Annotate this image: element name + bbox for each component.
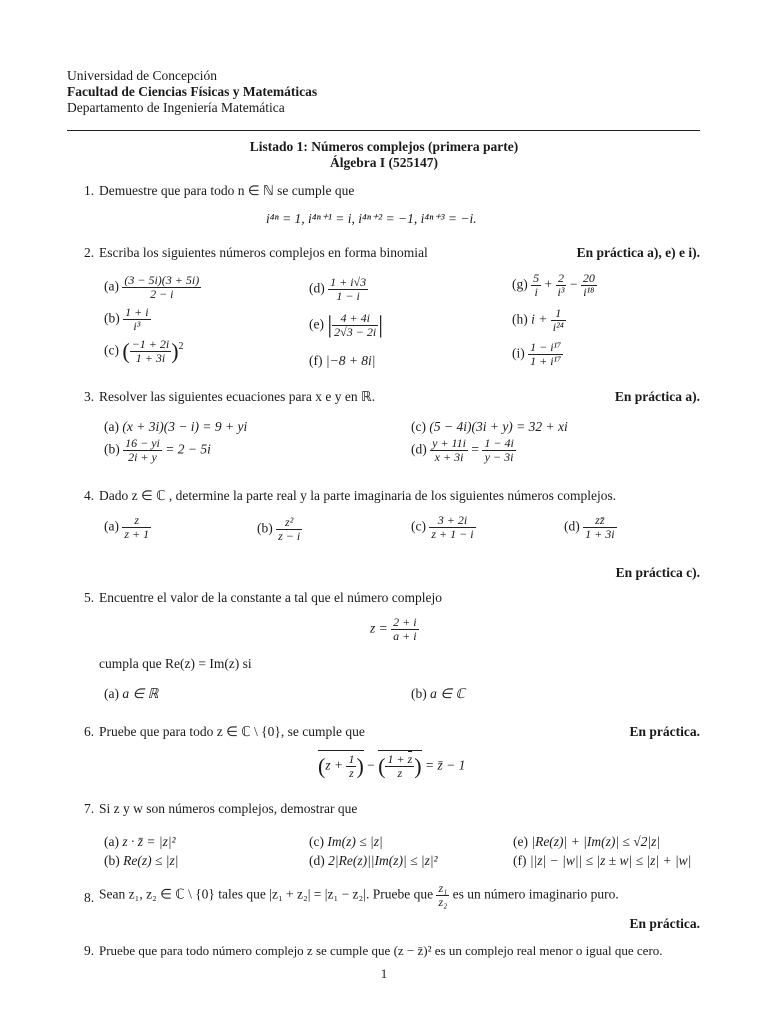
problem-2-practice: En práctica a), e) e i). — [576, 245, 700, 260]
problem-4-practice: En práctica c). — [615, 565, 700, 580]
problem-5-number: 5. — [84, 590, 95, 605]
problem-1-number: 1. — [84, 183, 95, 198]
problem-1-formula: i⁴ⁿ = 1, i⁴ⁿ⁺¹ = i, i⁴ⁿ⁺² = −1, i⁴ⁿ⁺³ = −i. — [266, 211, 477, 226]
department-name: Departamento de Ingeniería Matemática — [67, 100, 285, 115]
problem-7-text: Si z y w son números complejos, demostrar que — [99, 801, 358, 816]
problem-7a: (a) z · z̄ = |z|² — [104, 834, 176, 849]
problem-3d: (d) $\frac{y + 11i}{x + 3i}$ = $\frac{1 - 4i}{y - 3i}$ — [411, 436, 514, 464]
problem-3-text: Resolver las siguientes ecuaciones para x e y en ℝ. — [99, 389, 376, 404]
problem-2h: (h) i + $\frac{1}{\text{i²⁴}}$ — [512, 306, 564, 334]
problem-4c: (c) $\frac{3 + 2i}{z + 1 - i}$ — [411, 513, 474, 541]
problem-5a: (a) a ∈ ℝ — [104, 686, 159, 701]
problem-4d: (d) $\frac{zz̄}{1 + 3i}$ — [564, 513, 615, 541]
problem-4b: (b) $\frac{\text{z²}}{z - i}$ — [257, 515, 301, 543]
problem-2b: (b) $\frac{1 + i}{\text{i³}}$ — [104, 305, 149, 333]
institution-header — [67, 68, 317, 116]
problem-8-practice: En práctica. — [629, 916, 700, 931]
problem-1-text: Demuestre que para todo n ∈ ℕ se cumple que — [99, 183, 355, 198]
problem-7-number: 7. — [84, 801, 95, 816]
problem-6-number: 6. — [84, 724, 95, 739]
problem-6-text: Pruebe que para todo z ∈ ℂ \ {0}, se cumple que — [99, 724, 365, 739]
problem-3-practice: En práctica a). — [614, 389, 700, 404]
problem-8-number: 8. — [84, 890, 95, 905]
problem-2d: (d) $\frac{1 + i√3}{1 - i}$ — [309, 275, 367, 303]
problem-4a: (a) $\frac{z}{z + 1}$ — [104, 513, 150, 541]
problem-2f: (f) |−8 + 8i| — [309, 353, 376, 368]
problem-5-text: Encuentre el valor de la constante a tal que el número complejo — [99, 590, 442, 605]
document-title — [0, 139, 768, 171]
problem-6-practice: En práctica. — [629, 724, 700, 739]
problem-3b: (b) $\frac{16 - yi}{2i + y}$ = 2 − 5i — [104, 436, 211, 464]
title-line-2: Álgebra I (525147) — [330, 155, 438, 170]
university-name: Universidad de Concepción — [67, 68, 217, 83]
problem-5-formula: z = $\frac{2 + i}{a + i}$ — [370, 615, 417, 643]
problem-8-text-line: Sean z₁, z₂ ∈ ℂ \ {0} tales que |z₁ + z₂| = |z₁ − z₂|. Pruebe que $\frac{\text{z₁}}{\text{z₂}}$ es un número imaginario puro. — [99, 881, 619, 909]
problem-4-number: 4. — [84, 488, 95, 503]
problem-2-number: 2. — [84, 245, 95, 260]
header-rule — [67, 130, 700, 131]
problem-3a: (a) (x + 3i)(3 − i) = 9 + yi — [104, 419, 248, 434]
page-number: 1 — [380, 966, 388, 981]
problem-6-formula: (z + $\frac{1}{z}$ ) − ( $\frac{1 + z}{z}$ ) = z̄ − 1 — [318, 752, 466, 780]
problem-2a: (a) $\frac{(3 - 5i)(3 + 5i)}{2 - i}$ — [104, 273, 200, 301]
problem-3-number: 3. — [84, 389, 95, 404]
problem-7b: (b) Re(z) ≤ |z| — [104, 853, 179, 868]
problem-2i: (i) $\frac{\text{1 − i¹⁷}}{\text{1 + i¹⁷}}$ — [512, 340, 562, 368]
faculty-name: Facultad de Ciencias Físicas y Matemáticas — [67, 84, 318, 99]
problem-9-text: Pruebe que para todo número complejo z se cumple que (z − z̄)² es un complejo real menor o igual que cero. — [99, 943, 663, 958]
problem-2g: (g) $\frac{5}{i}$ + $\frac{2}{\text{i³}}$ − $\frac{20}{\text{i¹⁸}}$ — [512, 271, 595, 299]
problem-2e: (e) | $\frac{4 + 4i}{2√3 - 2i}$ | — [309, 311, 384, 339]
problem-9-number: 9. — [84, 943, 95, 958]
problem-7d: (d) 2|Re(z)||Im(z)| ≤ |z|² — [309, 853, 438, 868]
problem-2-text: Escriba los siguientes números complejos en forma binomial — [99, 245, 428, 260]
problem-7e: (e) |Re(z)| + |Im(z)| ≤ √2|z| — [513, 834, 661, 849]
problem-2c: (c) ( $\frac{-1 + 2i}{1 + 3i}$ )$^2$ — [104, 337, 184, 365]
title-line-1: Listado 1: Números complejos (primera parte) — [249, 139, 519, 154]
problem-7f: (f) ||z| − |w|| ≤ |z ± w| ≤ |z| + |w| — [513, 853, 692, 868]
problem-5-condition: cumpla que Re(z) = Im(z) si — [99, 656, 252, 671]
problem-3c: (c) (5 − 4i)(3i + y) = 32 + xi — [411, 419, 568, 434]
problem-4-text: Dado z ∈ ℂ , determine la parte real y la parte imaginaria de los siguientes números complejos. — [99, 488, 617, 503]
problem-5b: (b) a ∈ ℂ — [411, 686, 465, 701]
problem-7c: (c) Im(z) ≤ |z| — [309, 834, 383, 849]
